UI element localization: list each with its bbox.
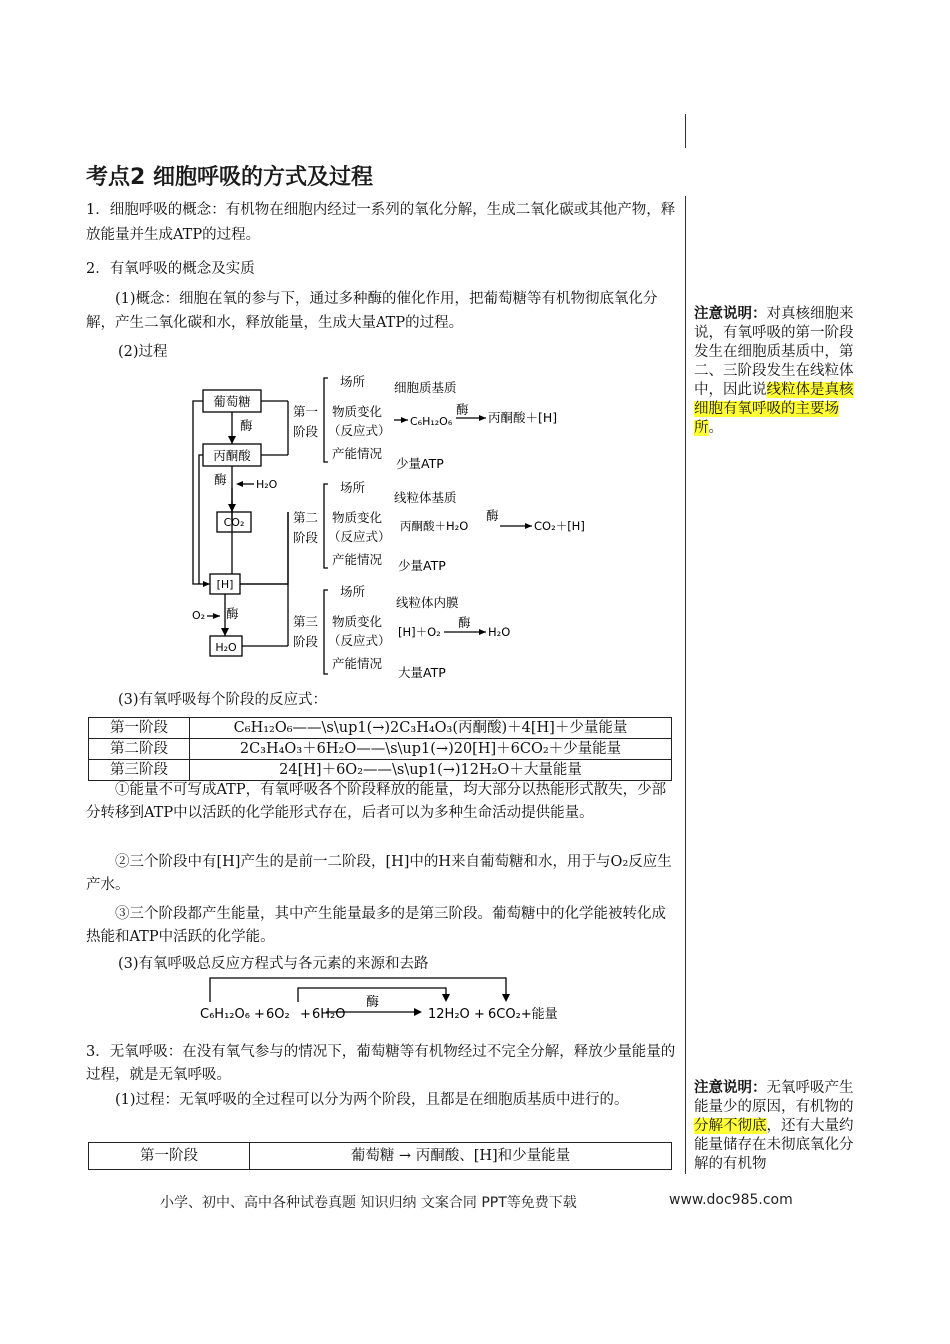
co2-box-label: CO₂ bbox=[223, 516, 245, 529]
eq-label-2: （反应式） bbox=[328, 529, 391, 544]
stage2-label-a: 第二 bbox=[293, 510, 319, 525]
content-cell: 葡萄糖 → 丙酮酸、[H]和少量能量 bbox=[250, 1143, 672, 1170]
reaction2-right: CO₂＋[H] bbox=[534, 519, 585, 533]
site-label-1: 场所 bbox=[340, 374, 366, 389]
side-note-text: 对真核细胞来说，有氧呼吸的第一阶段发生在细胞质基质中，第二、三阶段发生在线粒体中，因此说 bbox=[694, 306, 854, 398]
eq-plus-1: + bbox=[254, 1007, 265, 1022]
total-equation-diagram bbox=[196, 972, 576, 1026]
reaction1-left: C₆H₁₂O₆ bbox=[410, 415, 453, 428]
enzyme-label-r2: 酶 bbox=[486, 508, 499, 523]
energy-value-1: 少量ATP bbox=[396, 456, 444, 471]
side-note-mitochondria bbox=[694, 305, 862, 438]
table-row bbox=[89, 739, 672, 760]
change-label-1: 物质变化 bbox=[332, 404, 383, 419]
eq-glucose: C₆H₁₂O₆ bbox=[200, 1007, 250, 1022]
site-value-3: 线粒体内膜 bbox=[396, 595, 459, 610]
side-note-highlight: 线粒体是真核细胞有氧呼吸的主要场所 bbox=[694, 382, 854, 436]
stage3-label-a: 第三 bbox=[293, 614, 319, 629]
section-heading: 考点2 细胞呼吸的方式及过程 bbox=[86, 165, 373, 190]
paragraph-respiration-concept: 1．细胞呼吸的概念：有机物在细胞内经过一系列的氧化分解，生成二氧化碳或其他产物，释放能量并生成ATP的过程。 bbox=[86, 202, 676, 243]
footer-promo-text: 小学、初中、高中各种试卷真题 知识归纳 文案合同 PPT等免费下载 bbox=[160, 1195, 577, 1211]
eq-plus-2: + bbox=[300, 1007, 311, 1022]
note-hydrogen: ②三个阶段中有[H]产生的是前一二阶段，[H]中的H来自葡萄糖和水，用于与O₂反应生产水。 bbox=[86, 854, 672, 893]
energy-label-2: 产能情况 bbox=[332, 552, 383, 567]
side-note-text: 无氧呼吸产生能量少的原因，有机物的 bbox=[694, 1080, 854, 1115]
table-row bbox=[89, 1143, 672, 1170]
enzyme-label-1: 酶 bbox=[240, 418, 253, 433]
reaction3-left: [H]＋O₂ bbox=[398, 625, 441, 639]
paragraph-total-equation-label: (3)有氧呼吸总反应方程式与各元素的来源和去路 bbox=[118, 956, 429, 972]
reaction3-right: H₂O bbox=[488, 625, 511, 639]
enzyme-label-3: 酶 bbox=[226, 606, 239, 621]
paragraph-anaerobic-process: (1)过程：无氧呼吸的全过程可以分为两个阶段，且都是在细胞质基质中进行的。 bbox=[115, 1092, 629, 1108]
site-value-2: 线粒体基质 bbox=[394, 490, 457, 505]
h-box-label: [H] bbox=[216, 578, 234, 591]
energy-value-3: 大量ATP bbox=[398, 665, 446, 680]
paragraph-process-label: (2)过程 bbox=[118, 344, 168, 360]
energy-label-1: 产能情况 bbox=[332, 446, 383, 461]
eq-water-out: 12H₂O bbox=[428, 1007, 470, 1022]
energy-value-2: 少量ATP bbox=[398, 558, 446, 573]
side-note-tail: ，还有大量约能量储存在未彻底氧化分解的有机物 bbox=[694, 1118, 854, 1172]
stage2-label-b: 阶段 bbox=[293, 530, 319, 545]
side-note-anaerobic bbox=[694, 1079, 862, 1174]
stage3-label-b: 阶段 bbox=[293, 634, 319, 649]
anaerobic-stage-table bbox=[88, 1142, 672, 1170]
note-energy: ①能量不可写成ATP，有氧呼吸各个阶段释放的能量，均大部分以热能形式散失，少部分转移到ATP中以活跃的化学能形式存在，后者可以为多种生命活动提供能量。 bbox=[86, 782, 667, 821]
stage1-label-b: 阶段 bbox=[293, 424, 319, 439]
reaction2-left: 丙酮酸＋H₂O bbox=[400, 519, 469, 533]
formula-cell: 2C₃H₄O₃＋6H₂O——\s\up1(→)20[H]＋6CO₂＋少量能量 bbox=[190, 739, 672, 760]
paragraph-anaerobic-concept: 3．无氧呼吸：在没有氧气参与的情况下，葡萄糖等有机物经过不完全分解，释放少量能量的过程，就是无氧呼吸。 bbox=[86, 1044, 676, 1083]
paragraph-stage-equations-label: (3)有氧呼吸每个阶段的反应式： bbox=[118, 692, 328, 708]
stage-cell: 第一阶段 bbox=[89, 718, 190, 739]
paragraph-aerobic-heading: 2．有氧呼吸的概念及实质 bbox=[86, 261, 255, 277]
site-label-2: 场所 bbox=[340, 480, 366, 495]
note-energy-stages: ③三个阶段都产生能量，其中产生能量最多的是第三阶段。葡萄糖中的化学能被转化成热能和ATP中活跃的化学能。 bbox=[86, 906, 666, 945]
side-note-highlight: 分解不彻底 bbox=[694, 1118, 767, 1134]
eq-enzyme: 酶 bbox=[366, 995, 380, 1010]
formula-cell: 24[H]＋6O₂——\s\up1(→)12H₂O＋大量能量 bbox=[190, 760, 672, 781]
stage-reaction-table bbox=[88, 717, 672, 781]
eq-co2-energy: 6CO₂+能量 bbox=[488, 1007, 558, 1022]
reaction1-right: 丙酮酸＋[H] bbox=[488, 410, 558, 425]
change-label-2: 物质变化 bbox=[332, 510, 383, 525]
footer-website-link[interactable]: www.doc985.com bbox=[669, 1192, 793, 1208]
formula-cell: C₆H₁₂O₆——\s\up1(→)2C₃H₄O₃(丙酮酸)＋4[H]＋少量能量 bbox=[190, 718, 672, 739]
h2o-input-label: H₂O bbox=[256, 478, 278, 491]
eq-oxygen: 6O₂ bbox=[266, 1007, 290, 1022]
site-value-1: 细胞质基质 bbox=[394, 380, 457, 395]
aerobic-process-diagram bbox=[180, 372, 600, 680]
side-note-label: 注意说明： bbox=[694, 1080, 767, 1096]
table-row bbox=[89, 718, 672, 739]
stage-cell: 第一阶段 bbox=[89, 1143, 250, 1170]
table-row bbox=[89, 760, 672, 781]
glucose-box-label: 葡萄糖 bbox=[213, 394, 251, 409]
top-divider-line bbox=[685, 114, 686, 148]
enzyme-label-r3: 酶 bbox=[458, 615, 471, 630]
pyruvate-box-label: 丙酮酸 bbox=[213, 448, 251, 463]
energy-label-3: 产能情况 bbox=[332, 656, 383, 671]
eq-label-3: （反应式） bbox=[328, 633, 391, 648]
site-label-3: 场所 bbox=[340, 584, 366, 599]
change-label-3: 物质变化 bbox=[332, 614, 383, 629]
h2o-box-label: H₂O bbox=[215, 641, 237, 654]
stage1-label-a: 第一 bbox=[293, 404, 319, 419]
eq-water-in: 6H₂O bbox=[312, 1007, 346, 1022]
side-note-tail: 。 bbox=[708, 420, 723, 436]
stage-cell: 第三阶段 bbox=[89, 760, 190, 781]
enzyme-label-r1: 酶 bbox=[456, 402, 469, 417]
eq-label-1: （反应式） bbox=[328, 423, 391, 438]
o2-input-label: O₂ bbox=[192, 609, 206, 622]
side-note-label: 注意说明： bbox=[694, 306, 767, 322]
enzyme-label-2: 酶 bbox=[214, 472, 227, 487]
paragraph-aerobic-concept: (1)概念：细胞在氧的参与下，通过多种酶的催化作用，把葡萄糖等有机物彻底氧化分解，产生二氧化碳和水，释放能量，生成大量ATP的过程。 bbox=[86, 291, 658, 331]
stage-cell: 第二阶段 bbox=[89, 739, 190, 760]
eq-plus-3: + bbox=[474, 1007, 485, 1022]
